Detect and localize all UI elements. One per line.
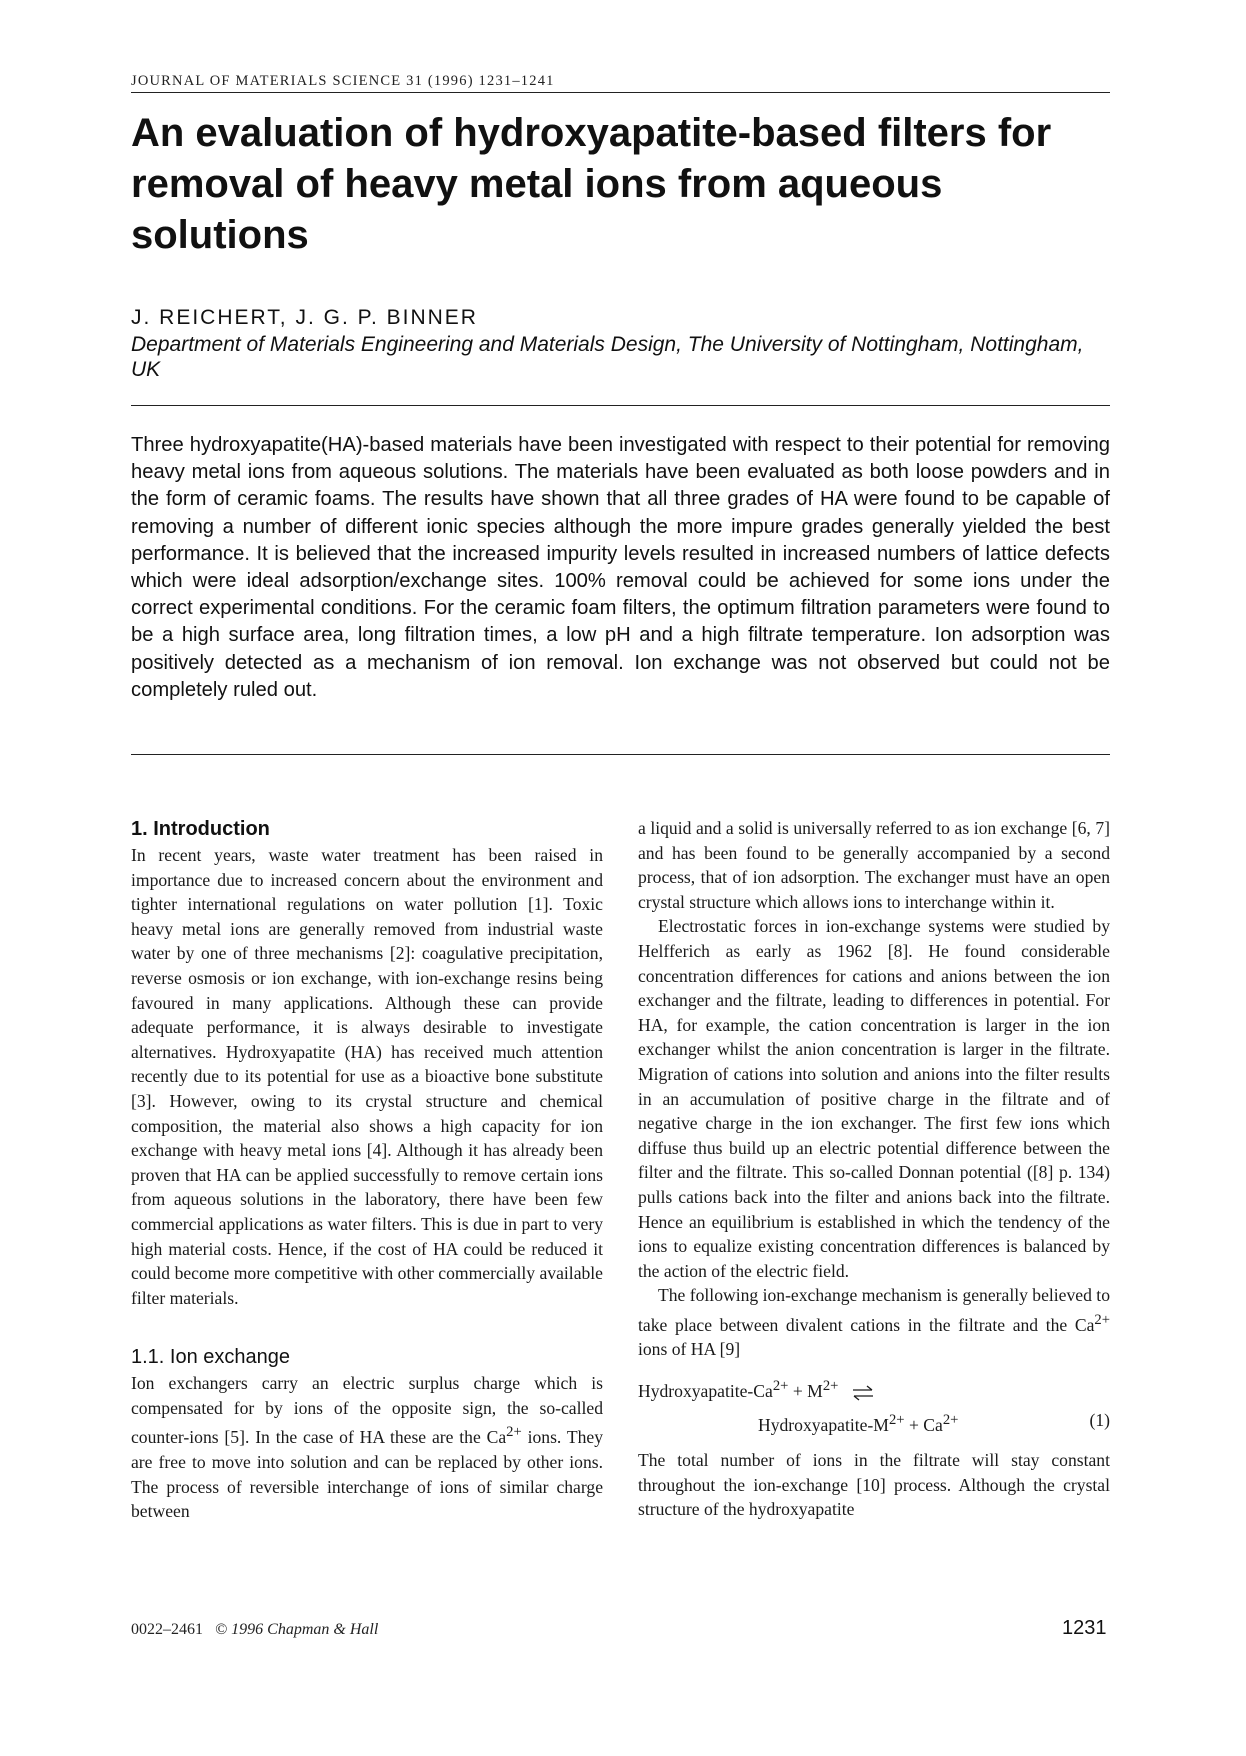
section-heading-introduction: 1. Introduction xyxy=(131,818,270,840)
right-column xyxy=(638,816,1110,1522)
equation-number: (1) xyxy=(1089,1409,1110,1430)
left-column xyxy=(131,816,603,1524)
article-title: An evaluation of hydroxyapatite-based filters for removal of heavy metal ions from aqueous solutions xyxy=(131,111,1052,257)
header-rule xyxy=(131,92,1110,93)
abstract-bottom-rule xyxy=(131,754,1110,755)
ion-exchange-paragraph: Ion exchangers carry an electric surplus charge which is compensated for by ions of the opposite sign, the so-called counter-ions [5]. In the case of HA these are the $Ca^{2+}$ ions. They are free to move into solution and can be replaced by other ions. The process of reversible interchange of ions of similar charge between xyxy=(131,1373,604,1522)
mechanism-paragraph: The following ion-exchange mechanism is generally believed to take place between divalent cations in the filtrate and the $Ca^{2+}$ ions of HA [9] xyxy=(638,1285,1110,1360)
electrostatic-forces-paragraph: Electrostatic forces in ion-exchange systems were studied by Helfferich as early as 1962 [8]. He found considerable concentration differences for cations and anions between the ion exchanger and the filtrate, leading to differences in potential. For HA, for example, the cation concentration is larger in the ion exchanger whilst the anion concentration is larger in the filtrate. Migration of cations into solution and anions into the filter results in an accumulation of positive charge in the filtrate and of negative charge in the ion exchanger. The first few ions which diffuse thus build up an electric potential difference between the filter and the filtrate. This so-called Donnan potential ([8] p. 134) pulls cations back into the filter and anions back into the filtrate. Hence an equilibrium is established in which the tendency of the ions to equalize existing concentration differences is balanced by the action of the electric field. xyxy=(638,916,1110,1281)
abstract-top-rule xyxy=(131,405,1110,406)
issn: 0022–2461 xyxy=(131,1621,203,1638)
equation-line-2: Hydroxyapatite-$M^{2+} + Ca^{2+}$ xyxy=(758,1411,959,1435)
authors: J. REICHERT, J. G. P. BINNER xyxy=(131,306,478,329)
page-number: 1231 xyxy=(1062,1617,1107,1639)
ion-count-paragraph: The total number of ions in the filtrate will stay constant throughout the ion-exchange [10] process. Although the crystal structure of the hydroxyapatite xyxy=(638,1449,1110,1520)
ion-adsorption-paragraph: a liquid and a solid is universally referred to as ion exchange [6, 7] and has been found to be generally accompanied by a second process, that of ion adsorption. The exchanger must have an open crystal structure which allows ions to interchange within it. xyxy=(638,818,1110,912)
introduction-paragraph: In recent years, waste water treatment has been raised in importance due to increased concern about the environment and tighter international regulations on water pollution [1]. Toxic heavy metal ions are generally removed from industrial waste water by one of three mechanisms [2]: coagulative precipitation, reverse osmosis or ion exchange, with ion-exchange resins being favoured in many applications. Although these can provide adequate performance, it is always desirable to investigate alternatives. Hydroxyapatite (HA) has received much attention recently due to its potential for use as a bioactive bone substitute [3]. However, owing to its crystal structure and chemical composition, the material also shows a high capacity for ion exchange with heavy metal ions [4]. Although it has already been proven that HA can be applied successfully to remove certain ions from aqueous solutions in the laboratory, there have been few commercial applications as water filters. This is due in part to very high material costs. Hence, if the cost of HA could be reduced it could become more competitive with other commercially available filter materials. xyxy=(131,845,603,1308)
publisher: © 1996 Chapman & Hall xyxy=(215,1621,379,1638)
affiliation: Department of Materials Engineering and Materials Design, The University of Nottingham, Nottingham, UK xyxy=(131,333,1084,381)
footer-copyright xyxy=(131,1621,378,1639)
equilibrium-arrow-icon xyxy=(851,1383,875,1408)
subsection-heading-ion-exchange: 1.1. Ion exchange xyxy=(131,1346,291,1369)
equation-1 xyxy=(638,1374,1110,1436)
equation-line-1: Hydroxyapatite-$Ca^{2+} + M^{2+}$ xyxy=(638,1374,875,1407)
abstract: Three hydroxyapatite(HA)-based materials have been investigated with respect to their potential for removing heavy metal ions from aqueous solutions. The materials have been evaluated as both loose powders and in the form of ceramic foams. The results have shown that all three grades of HA were found to be capable of removing a number of different ionic species although the more impure grades generally yielded the best performance. It is believed that the increased impurity levels resulted in increased numbers of lattice defects which were ideal adsorption/exchange sites. 100% removal could be achieved for some ions under the correct experimental conditions. For the ceramic foam filters, the optimum filtration parameters were found to be a high surface area, long filtration times, a low pH and a high filtrate temperature. Ion adsorption was positively detected as a mechanism of ion removal. Ion exchange was not observed but could not be completely ruled out. xyxy=(131,434,1110,701)
running-head: JOURNAL OF MATERIALS SCIENCE 31 (1996) 1231–1241 xyxy=(131,73,555,89)
